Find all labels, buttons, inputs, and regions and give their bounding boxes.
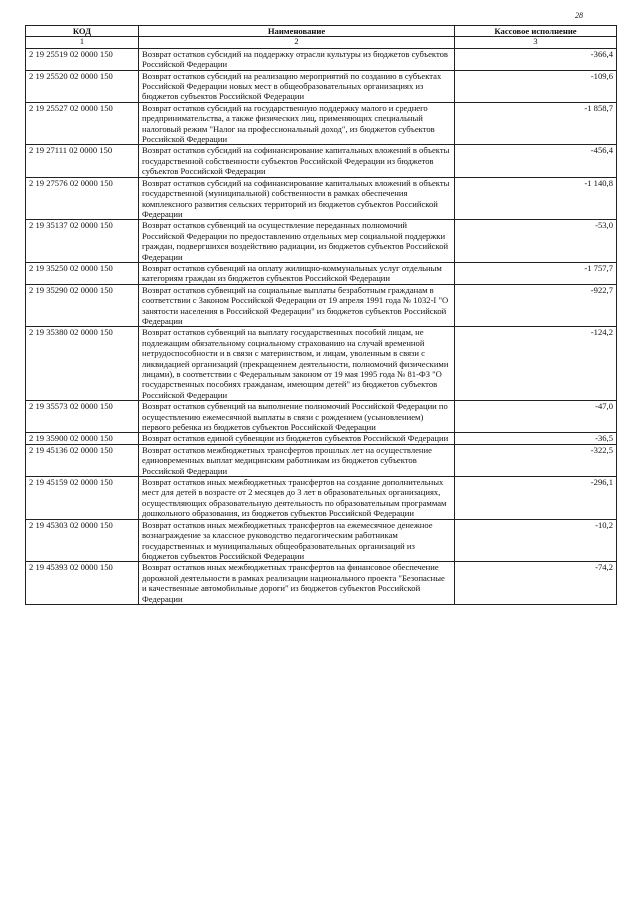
table-body — [26, 48, 617, 604]
header-code: КОД — [26, 26, 139, 37]
row-code: 2 19 35900 02 0000 150 — [26, 433, 139, 444]
row-code: 2 19 27111 02 0000 150 — [26, 145, 139, 177]
table-row — [26, 477, 617, 520]
row-amount: -322,5 — [455, 444, 617, 476]
table-row — [26, 401, 617, 433]
row-amount: -47,0 — [455, 401, 617, 433]
table-row — [26, 433, 617, 444]
row-name: Возврат остатков иных межбюджетных трансфертов на ежемесячное денежное вознаграждение за классное руководство педагогическим работникам государственных и муниципальных общеобразовательных организаций из бюджетов субъектов Российской Федерации — [139, 519, 455, 562]
row-name: Возврат остатков субсидий на поддержку отрасли культуры из бюджетов субъектов Российской Федерации — [139, 48, 455, 70]
row-amount: -36,5 — [455, 433, 617, 444]
column-number: 3 — [455, 37, 617, 48]
column-number: 1 — [26, 37, 139, 48]
table-row — [26, 327, 617, 401]
row-name: Возврат остатков субвенций на оплату жилищно-коммунальных услуг отдельным категориям граждан из бюджетов субъектов Российской Федерации — [139, 262, 455, 284]
row-code: 2 19 35573 02 0000 150 — [26, 401, 139, 433]
table-row — [26, 562, 617, 605]
row-name: Возврат остатков субвенций на выполнение полномочий Российской Федерации по осуществлению ежемесячной выплаты в связи с рождением (усыновлением) первого ребенка из бюджетов субъектов Российской Федерации — [139, 401, 455, 433]
row-amount: -1 757,7 — [455, 262, 617, 284]
row-amount: -74,2 — [455, 562, 617, 605]
table-row — [26, 145, 617, 177]
row-code: 2 19 45303 02 0000 150 — [26, 519, 139, 562]
row-code: 2 19 35290 02 0000 150 — [26, 284, 139, 327]
row-name: Возврат остатков иных межбюджетных трансфертов на финансовое обеспечение дорожной деятельности в рамках реализации национального проекта "Безопасные и качественные автомобильные дороги" из бюджетов субъектов Российской Федерации — [139, 562, 455, 605]
row-code: 2 19 45136 02 0000 150 — [26, 444, 139, 476]
row-amount: -10,2 — [455, 519, 617, 562]
column-number-row — [26, 37, 617, 48]
table-row — [26, 48, 617, 70]
row-name: Возврат остатков субвенций на выплату государственных пособий лицам, не подлежащим обязательному социальному страхованию на случай временной нетрудоспособности и в связи с материнством, и лицам, уволенным в связи с ликвидацией организаций (прекращением деятельности, полномочий физическими лицами), в соответствии с Федеральным законом от 19 мая 1995 года № 81-ФЗ "О государственных пособиях гражданам, имеющим детей" из бюджетов субъектов Российской Федерации — [139, 327, 455, 401]
header-name: Наименование — [139, 26, 455, 37]
table-row — [26, 519, 617, 562]
row-amount: -124,2 — [455, 327, 617, 401]
row-amount: -1 140,8 — [455, 177, 617, 220]
row-code: 2 19 35250 02 0000 150 — [26, 262, 139, 284]
row-code: 2 19 45393 02 0000 150 — [26, 562, 139, 605]
row-amount: -296,1 — [455, 477, 617, 520]
row-name: Возврат остатков субвенций на социальные выплаты безработным гражданам в соответствии с Законом Российской Федерации от 19 апреля 1991 года № 1032-I "О занятости населения в Российской Федерации" из бюджетов субъектов Российской Федерации — [139, 284, 455, 327]
row-name: Возврат остатков иных межбюджетных трансфертов на создание дополнительных мест для детей в возрасте от 2 месяцев до 3 лет в образовательных организациях, осуществляющих образовательную деятельность по образовательным программам дошкольного образования, из бюджетов субъектов Российской Федерации — [139, 477, 455, 520]
row-amount: -109,6 — [455, 70, 617, 102]
row-name: Возврат остатков субсидий на государственную поддержку малого и среднего предпринимательства, а также физических лиц, применяющих специальный налоговый режим "Налог на профессиональный доход", из бюджетов субъектов Российской Федерации — [139, 102, 455, 145]
row-amount: -922,7 — [455, 284, 617, 327]
row-code: 2 19 25519 02 0000 150 — [26, 48, 139, 70]
column-number: 2 — [139, 37, 455, 48]
header-amount: Кассовое исполнение — [455, 26, 617, 37]
row-code: 2 19 45159 02 0000 150 — [26, 477, 139, 520]
page-number: 28 — [575, 11, 583, 20]
row-amount: -1 858,7 — [455, 102, 617, 145]
row-name: Возврат остатков субсидий на софинансирование капитальных вложений в объекты государственной (муниципальной) собственности в рамках обеспечения комплексного развития сельских территорий из бюджетов субъектов Российской Федерации — [139, 177, 455, 220]
row-amount: -53,0 — [455, 220, 617, 263]
row-name: Возврат остатков единой субвенции из бюджетов субъектов Российской Федерации — [139, 433, 455, 444]
row-amount: -366,4 — [455, 48, 617, 70]
row-code: 2 19 25520 02 0000 150 — [26, 70, 139, 102]
row-name: Возврат остатков межбюджетных трансфертов прошлых лет на осуществление единовременных выплат медицинским работникам из бюджетов субъектов Российской Федерации — [139, 444, 455, 476]
table-row — [26, 220, 617, 263]
row-name: Возврат остатков субсидий на софинансирование капитальных вложений в объекты государственной собственности субъектов Российской Федерации из бюджетов субъектов Российской Федерации — [139, 145, 455, 177]
row-name: Возврат остатков субвенций на осуществление переданных полномочий Российской Федерации по предоставлению отдельных мер социальной поддержки граждан, подвергшихся воздействию радиации, из бюджетов субъектов Российской Федерации — [139, 220, 455, 263]
table-row — [26, 284, 617, 327]
row-code: 2 19 35380 02 0000 150 — [26, 327, 139, 401]
row-code: 2 19 35137 02 0000 150 — [26, 220, 139, 263]
table-row — [26, 177, 617, 220]
row-amount: -456,4 — [455, 145, 617, 177]
table-header-row — [26, 26, 617, 37]
budget-execution-table — [25, 25, 617, 605]
row-name: Возврат остатков субсидий на реализацию мероприятий по созданию в субъектах Российской Федерации новых мест в общеобразовательных организациях из бюджетов субъектов Российской Федерации — [139, 70, 455, 102]
row-code: 2 19 25527 02 0000 150 — [26, 102, 139, 145]
table-row — [26, 102, 617, 145]
table-row — [26, 444, 617, 476]
table-row — [26, 262, 617, 284]
table-row — [26, 70, 617, 102]
row-code: 2 19 27576 02 0000 150 — [26, 177, 139, 220]
